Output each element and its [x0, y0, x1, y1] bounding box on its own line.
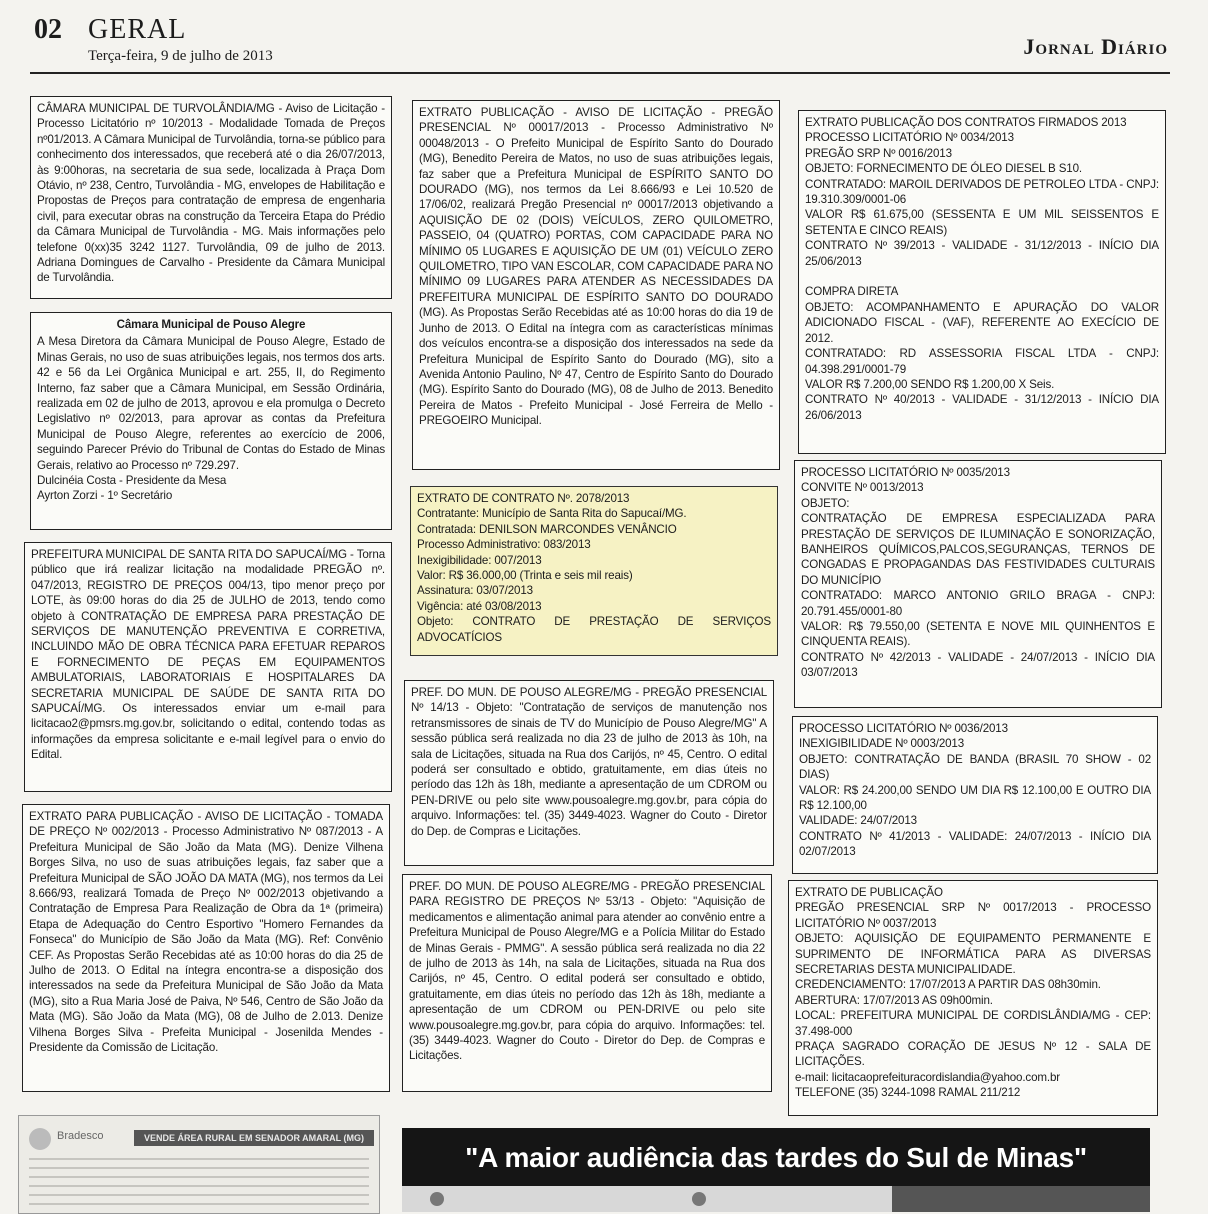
notice-pouso-alegre-pregao-14 [404, 680, 774, 866]
ad-photo [892, 1186, 1150, 1212]
notice-espirito-santo-dourado [412, 100, 780, 470]
ad-slogan: "A maior audiência das tardes do Sul de Minas" [465, 1142, 1087, 1173]
notice-text: A Mesa Diretora da Câmara Municipal de Pouso Alegre, Estado de Minas Gerais, no uso de suas atribuições legais, nos termos dos arts. 42 e 56 da Lei Orgânica Municipal e art. 255, II, do Regimento Interno, faz saber que a Câmara Municipal, em Sessão Ordinária, realizada em 02 de julho de 2013, aprovou e ela promulga o Decreto Legislativo nº 02/2013, para aprovar as contas da Prefeitura Municipal de Pouso Alegre, referentes ao exercício de 2006, seguindo Parecer Prévio do Tribunal de Contas do Estado de Minas Gerais, relativo ao Processo nº 729.297. Dulcinéia Costa - Presidente da Mesa Ayrton Zorzi - 1º Secretário [37, 335, 385, 503]
notice-contratos-firmados [798, 110, 1166, 454]
radio-ad [402, 1128, 1150, 1212]
notice-text: PROCESSO LICITATÓRIO Nº 0035/2013 CONVITE Nº 0013/2013 OBJETO: CONTRATAÇÃO DE EMPRESA ESPECIALIZADA PARA PRESTAÇÃO DE SERVIÇOS DE ILUMINAÇÃO E SONORIZAÇÃO, BANHEIROS QUÍMICOS,PALCOS,SEGURANÇAS, TERNOS DE CONGADAS E PROPAGANDAS DAS FESTIVIDADES CULTURAIS DO MUNICÍPIO CONTRATADO: MARCO ANTONIO GRILO BRAGA - CNPJ: 20.791.455/0001-80 VALOR: R$ 79.550,00 (SETENTA E NOVE MIL QUINHENTOS E CINQUENTA REAIS). CONTRATO Nº 42/2013 - VALIDADE - 24/07/2013 - INÍCIO DIA 03/07/2013 [801, 466, 1155, 680]
notice-title: Câmara Municipal de Pouso Alegre [116, 318, 306, 331]
header-rule [30, 72, 1170, 74]
notice-text: EXTRATO PUBLICAÇÃO DOS CONTRATOS FIRMADOS 2013 PROCESSO LICITATÓRIO Nº 0034/2013 PREGÃO SRP Nº 0016/2013 OBJETO: FORNECIMENTO DE ÓLEO DIESEL B S10. CONTRATADO: MAROIL DERIVADOS DE PETROLEO LTDA - CNPJ: 19.310.309/0001-06 VALOR R$ 61.675,00 (SESSENTA E UM MIL SEISSENTOS E SETENTA E CINCO REAIS) CONTRATO Nº 39/2013 - VALIDADE - 31/12/2013 - INÍCIO DIA 25/06/2013 COMPRA DIRETA OBJETO: ACOMPANHAMENTO E APURAÇÃO DO VALOR ADICIONADO FISCAL - (VAF), REFERENTE AO EXECÍCIO DE 2012. CONTRATADO: RD ASSESSORIA FISCAL LTDA - CNPJ: 04.398.291/0001-79 VALOR R$ 7.200,00 SENDO R$ 1.200,00 X Seis. CONTRATO Nº 40/2013 - VALIDADE - 31/12/2013 - INÍCIO DIA 26/06/2013 [805, 116, 1159, 422]
newspaper-name: Jornal Diário [1023, 34, 1168, 59]
notice-cordislandia [788, 880, 1158, 1116]
notice-camara-pouso-alegre [30, 312, 392, 530]
notice-text: PREF. DO MUN. DE POUSO ALEGRE/MG - PREGÃO PRESENCIAL Nº 14/13 - Objeto: "Contratação de serviços de manutenção nos retransmissores de sinais de TV do Município de Pouso Alegre/MG" A sessão pública será realizada no dia 23 de julho de 2013 às 10h, na sala de Licitações, situada na Rua dos Carijós, nº 45, Centro. O edital poderá ser consultado e obtido, gratuitamente, em dias úteis no período das 12h às 18h, mediante a apresentação de um CDROM ou PEN-DRIVE ou pelo site www.pousoalegre.mg.gov.br, para cópia do arquivo. Informações: tel. (35) 3449-4023. Wagner do Couto - Diretor do Dep. de Compras e Licitações. [411, 686, 767, 838]
notice-turvolandia [30, 96, 392, 299]
classified-ad [18, 1115, 380, 1214]
notice-text: PREF. DO MUN. DE POUSO ALEGRE/MG - PREGÃO PRESENCIAL PARA REGISTRO DE PREÇOS Nº 53/13 - Objeto: "Aquisição de medicamentos e alimentação animal para atender ao convênio entre a Prefeitura Municipal de Pouso Alegre/MG e a Polícia Militar do Estado de Minas Gerais - PMMG". A sessão pública será realizada no dia 22 de julho de 2013 às 14h, na sala de Licitações, situada na Rua dos Carijós, nº 45, Centro. O edital poderá ser consultado e obtido, gratuitamente, em dias úteis no período das 12h às 18h, mediante a apresentação de um CDROM ou PEN-DRIVE ou pelo site www.pousoalegre.mg.gov.br, para cópia do arquivo. Informações: tel. (35) 3449-4023. Wagner do Couto - Diretor do Dep. de Compras e Licitações. [409, 880, 765, 1063]
ad-logo-icon [692, 1192, 706, 1206]
notice-text: EXTRATO DE PUBLICAÇÃO PREGÃO PRESENCIAL SRP Nº 0017/2013 - PROCESSO LICITATÓRIO Nº 0037/2013 OBJETO: AQUISIÇÃO DE EQUIPAMENTO PERMANENTE E SUPRIMENTO DE INFORMÁTICA PARA AS DIVERSAS SECRETARIAS DESTA MUNICIPALIDADE. CREDENCIAMENTO: 17/07/2013 A PARTIR DAS 08h30min. ABERTURA: 17/07/2013 AS 09h00min. LOCAL: PREFEITURA MUNICIPAL DE CORDISLÂNDIA/MG - CEP: 37.498-000 PRAÇA SAGRADO CORAÇÃO DE JESUS Nº 12 - SALA DE LICITAÇÕES. e-mail: licitacaoprefeituracordislandia@yahoo.com.br TELEFONE (35) 3244-1098 RAMAL 211/212 [795, 886, 1151, 1100]
ad-fine-print [29, 1158, 369, 1208]
notice-extrato-contrato [410, 486, 778, 656]
notice-text: PROCESSO LICITATÓRIO Nº 0036/2013 INEXIGIBILIDADE Nº 0003/2013 OBJETO: CONTRATAÇÃO DE BANDA (BRASIL 70 SHOW - 02 DIAS) VALOR: R$ 24.200,00 SENDO UM DIA R$ 12.100,00 E OUTRO DIA R$ 12.100,00 VALIDADE: 24/07/2013 CONTRATO Nº 41/2013 - VALIDADE: 24/07/2013 - INÍCIO DIA 02/07/2013 [799, 722, 1151, 859]
notice-text: EXTRATO DE CONTRATO Nº. 2078/2013 Contratante: Município de Santa Rita do Sapucaí/MG. Contratada: DENILSON MARCONDES VENÂNCIO Processo Administrativo: 083/2013 Inexigibilidade: 007/2013 Valor: R$ 36.000,00 (Trinta e seis mil reais) Assinatura: 03/07/2013 Vigência: até 03/08/2013 Objeto: CONTRATO DE PRESTAÇÃO DE SERVIÇOS ADVOCATÍCIOS [417, 492, 771, 644]
bank-logo-icon [29, 1128, 51, 1150]
page-number: 02 [34, 14, 62, 45]
notice-sao-joao-da-mata [22, 804, 390, 1092]
notice-text: PREFEITURA MUNICIPAL DE SANTA RITA DO SAPUCAÍ/MG - Torna público que irá realizar licitação na modalidade PREGÃO nº. 047/2013, REGISTRO DE PREÇOS 004/13, tipo menor preço por LOTE, às 09:00 horas do dia 25 de JULHO de 2013, tendo como objeto à CONTRATAÇÃO DE EMPRESA PARA PRESTAÇÃO DE SERVIÇOS DE MANUTENÇÃO PREVENTIVA E CORRETIVA, INCLUINDO MÃO DE OBRA TÉCNICA PARA EFETUAR REPAROS E FORNECIMENTO DE PEÇAS EM EQUIPAMENTOS AMBULATORIAIS, LABORATORIAIS E HOSPITALARES DA SECRETARIA MUNICIPAL DE SAÚDE DE SANTA RITA DO SAPUCAÍ/MG. Os interessados enviar um e-mail para licitacao2@pmsrs.mg.gov.br, solicitando o edital, contendo todas as informações da empresa solicitante e e-mail legível para o envio do Edital. [31, 548, 385, 762]
notice-pouso-alegre-pregao-53 [402, 874, 772, 1092]
ad-banner: VENDE ÁREA RURAL EM SENADOR AMARAL (MG) [134, 1130, 374, 1146]
ad-brand: Bradesco [57, 1130, 104, 1142]
notice-text: CÂMARA MUNICIPAL DE TURVOLÂNDIA/MG - Aviso de Licitação - Processo Licitatório nº 10/2013 - Modalidade Tomada de Preços nº01/2013. A Câmara Municipal de Turvolândia, torna-se público para conhecimento dos interessados, que receberá até o dia 26/07/2013, às 9:00horas, na secretaria de sua sede, localizada à Praça Dom Otávio, nº 238, Centro, Turvolândia - MG, envelopes de Habilitação e Propostas de Preços para contratação de empresa de engenharia civil, para executar obras na construção da Terceira Etapa do Prédio da Câmara Municipal de Turvolândia - MG. Mais informações pelo telefone 0(xx)35 3242 1127. Turvolândia, 09 de julho de 2013. Adriana Domingues de Carvalho - Presidente da Câmara Municipal de Turvolândia. [37, 102, 385, 285]
notice-text: EXTRATO PARA PUBLICAÇÃO - AVISO DE LICITAÇÃO - TOMADA DE PREÇO Nº 002/2013 - Processo Administrativo Nº 087/2013 - A Prefeitura Municipal de São João da Mata (MG). Denize Vilhena Borges Silva, no uso de suas atribuições legais, faz saber que a Prefeitura Municipal de SÃO JOÃO DA MATA (MG), nos termos da Lei 8.666/93, realizará Tomada de Preço Nº 002/2013 objetivando a Contratação de Empresa Para Realização de Obra da 1ª (primeira) Etapa de Adequação do Centro Esportivo "Homero Fernandes da Fonseca" do Município de São João da Mata (MG). Ref: Convênio CEF. As Propostas Serão Recebidas até as 10:00 horas do dia 25 de Julho de 2013. O Edital na íntegra encontra-se a disposição dos interessados na sede da Prefeitura Municipal de São João da Mata (MG), sito a Rua Maria José de Paiva, Nº 546, Centro de São João da Mata (MG). São João da Mata (MG), 08 de Julho de 2.013. Denize Vilhena Borges Silva - Prefeita Municipal - Josenilda Mendes - Presidente da Comissão de Licitação. [29, 810, 383, 1055]
ad-strip [402, 1186, 1150, 1212]
notice-processo-0035 [794, 460, 1162, 708]
notice-text: EXTRATO PUBLICAÇÃO - AVISO DE LICITAÇÃO - PREGÃO PRESENCIAL Nº 00017/2013 - Processo Administrativo Nº 00048/2013 - O Prefeito Municipal de Espírito Santo do Dourado (MG), Benedito Pereira de Matos, no uso de suas atribuições legais, faz saber que a Prefeitura Municipal de ESPÍRITO SANTO DO DOURADO (MG), nos termos da Lei 8.666/93 e Lei 10.520 de 17/06/02, realizará Pregão Presencial nº 00017/2013 objetivando a AQUISIÇÃO DE 02 (DOIS) VEÍCULOS, ZERO QUILOMETRO, PASSEIO, 04 (QUATRO) PORTAS, COM CAPACIDADE PARA NO MÍNIMO 05 LUGARES E AQUISIÇÃO DE UM (01) VEÍCULO ZERO QUILOMETRO, TIPO VAN ESCOLAR, COM CAPACIDADE PARA NO MÍNIMO 09 LUGARES PARA ATENDER AS NECESSIDADES DA PREFEITURA MUNICIPAL DE ESPÍRITO SANTO DO DOURADO (MG). As Propostas Serão Recebidas até as 10:00 horas do dia 19 de Junho de 2013. O Edital na íntegra com as características mínimas dos veículos encontra-se a disposição dos interessados na sede da Prefeitura Municipal de Espírito Santo do Dourado (MG), sito a Avenida Antonio Paulino, Nº 47, Centro de Espírito Santo do Dourado (MG). Espírito Santo do Dourado (MG), 08 de Julho de 2013. Benedito Pereira de Matos - Prefeito Municipal - José Ferreira de Mello - PREGOEIRO Municipal. [419, 106, 773, 428]
page-header [0, 0, 1208, 80]
ad-logo-icon [430, 1192, 444, 1206]
notice-processo-0036 [792, 716, 1158, 874]
section-title: GERAL [88, 14, 187, 45]
publication-date: Terça-feira, 9 de julho de 2013 [88, 48, 273, 64]
notice-santa-rita [24, 542, 392, 792]
